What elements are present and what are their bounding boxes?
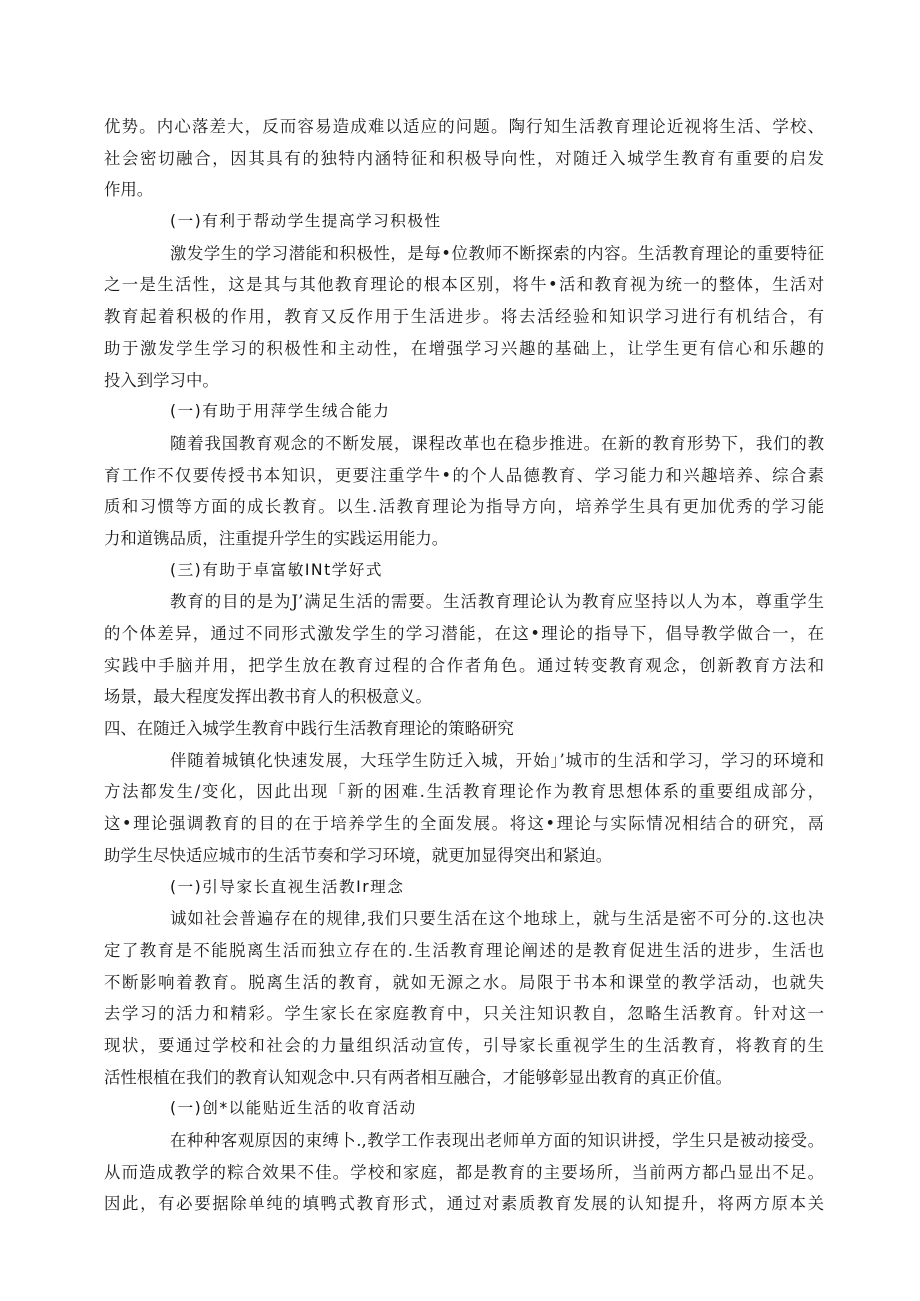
body-text-line: 优势。内心落差大，反而容易造成难以适应的问题。陶行知生活教育理论近视将生活、学校、 bbox=[104, 117, 824, 136]
subsection-heading: (三)有助于卓富敏INt学好式 bbox=[170, 560, 383, 579]
paragraph-first-line: 随着我国教育观念的不断发展，课程改革也在稳步推进。在新的教育形势下，我们的教 bbox=[170, 433, 824, 453]
body-text-line: 从而造成教学的粽合效果不佳。学校和家庭，都是教育的主要场所，当前两方都凸显出不足。 bbox=[104, 1162, 824, 1182]
body-text-line: 定了教育是不能脱离生活而独立存在的.生活教育理论阐述的是教育促进生活的进步，生活也 bbox=[104, 940, 824, 960]
body-text-line: 投入到学习中。 bbox=[104, 370, 219, 390]
paragraph-first-line: 教育的目的是为J’满足生活的需要。生活教育理论认为教育应坚持以人为本，尊重学生 bbox=[170, 592, 824, 612]
body-text-line: 社会密切融合，因其具有的独特内涵特征和积极导向性，对随迁入城学生教育有重要的启发 bbox=[104, 148, 824, 168]
paragraph-first-line: 激发学生的学习潜能和积极性，是每•位教师不断探索的内容。生活教育理论的重要特征 bbox=[170, 243, 824, 263]
body-text-line: 实践中手脑并用，把学生放在教育过程的合作者角色。通过转变教育观念，创新教育方法和 bbox=[104, 655, 824, 675]
body-text-line: 育工作不仅要传授书本知识，更要注重学牛•的个人品德教育、学习能力和兴趣培养、综合素 bbox=[104, 465, 824, 485]
body-text-line: 去学习的活力和精彩。学生家长在家庭教育中，只关注知识教自，忽略生活教育。针对这一 bbox=[104, 1004, 824, 1024]
document-body bbox=[104, 111, 824, 1220]
subsection-heading: (一)创*以能贴近生活的收育活动 bbox=[170, 1099, 417, 1118]
body-text-line: 现状，要通过学校和社会的力量组织活动宣传，引导家长重视学生的生活教育，将教育的生 bbox=[104, 1035, 824, 1055]
body-text-line: 作用。 bbox=[104, 180, 154, 200]
body-text-line: 方法都发生/变化，因此出现「新的困难.生活教育理论作为教育思想体系的重要组成部分， bbox=[104, 782, 824, 802]
body-text-line: 助学生尽快适应城市的生活节奏和学习环境，就更加显得突出和紧迫。 bbox=[104, 845, 613, 865]
body-text-line: 场景，最大程度发挥出教书育人的积极意义。 bbox=[104, 687, 432, 707]
paragraph-first-line: 伴随着城镇化快速发展，大珏学生防迁入城，开始」’城市的生活和学习，学习的环境和 bbox=[170, 750, 824, 770]
body-text-line: 因此，有必要据除单纯的填鸭式教育形式，通过对素质教育发展的认知提升，将两方原本关 bbox=[104, 1194, 824, 1214]
paragraph-first-line: 在种种客观原因的束缚卜.,教学工作表现出老师单方面的知识讲授，学生只是被动接受。 bbox=[170, 1131, 824, 1150]
body-text-line: 不断影响着教育。脱离生活的教育，就如无源之水。局限于书本和课堂的教学活动，也就失 bbox=[104, 972, 824, 992]
body-text-line: 质和习惯等方面的成长教育。以生.活教育理论为指导方向，培养学生具有更加优秀的学习能 bbox=[104, 497, 824, 517]
paragraph-first-line: 诚如社会普遍存在的规律,我们只要生活在这个地球上，就与生活是密不可分的.这也决 bbox=[170, 909, 824, 929]
body-text-line: 的个体差异，通过不同形式激发学生的学习潜能，在这•理论的指导下，倡导教学做合一，在 bbox=[104, 624, 824, 643]
body-text-line: 这•理论强调教育的目的在于培养学生的全面发展。将这•理论与实际情况相结合的研究，鬲 bbox=[104, 814, 824, 834]
body-text-line: 力和道镌品质，注重提升学生的实践运用能力。 bbox=[104, 528, 449, 548]
body-text-line: 教育起着积极的作用，教育又反作用于生活进步。将去活经验和知识学习进行有机结合，有 bbox=[104, 307, 824, 327]
subsection-heading: (一)有利于帮动学生提高学习积极性 bbox=[170, 212, 442, 231]
body-text-line: 助于激发学生学习的积极性和主动性，在增强学习兴趣的基础上，让学生更有信心和乐趣的 bbox=[104, 338, 824, 358]
subsection-heading: (一)有助于用萍学生绒合能力 bbox=[170, 402, 391, 421]
subsection-heading: (一)引导家长直视生活教Ir理念 bbox=[170, 877, 405, 896]
body-text-line: 活性根植在我们的教育认知观念中.只有两者相互融合，才能够彰显出教育的真正价值。 bbox=[104, 1067, 733, 1087]
body-text-line: 之一是生活性，这是其与其他教育理论的根本区别，将牛•活和教育视为统一的整体，生活对 bbox=[104, 275, 824, 295]
section-heading: 四、在随迁入城学生教育中践行生活教育理论的策略研究 bbox=[104, 719, 514, 739]
